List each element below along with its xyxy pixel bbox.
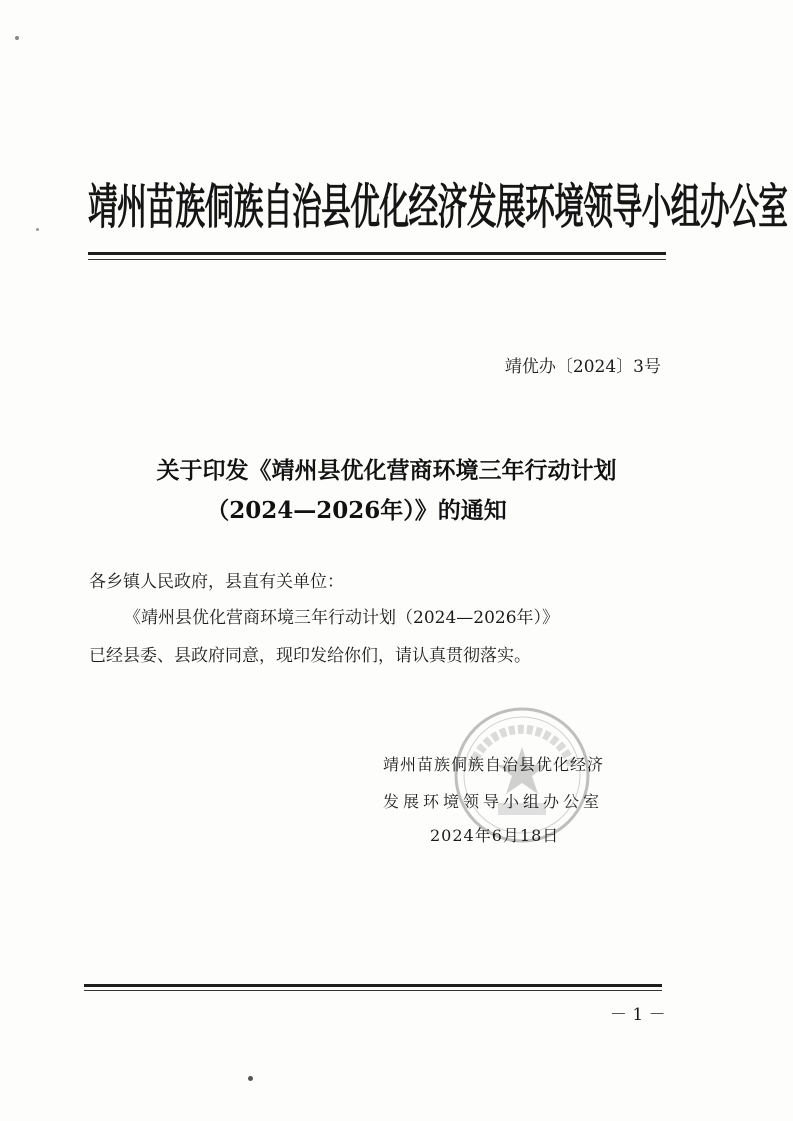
agency-header: 靖州苗族侗族自治县优化经济发展环境领导小组办公室: [88, 179, 788, 235]
document-number: 靖优办〔2024〕3号: [504, 357, 661, 377]
body-text-line2: 已经县委、县政府同意，现印发给你们，请认真贯彻落实。: [89, 646, 531, 666]
salutation: 各乡镇人民政府，县直有关单位：: [89, 572, 344, 592]
header-rule-thin: [88, 259, 666, 260]
document-title-line2: （2024—2026年）》的通知: [206, 497, 507, 524]
footer-rule-thick: [84, 984, 662, 987]
scan-speck: [36, 228, 39, 231]
footer-rule-thin: [84, 990, 662, 991]
signature-line1: 靖州苗族侗族自治县优化经济: [383, 755, 605, 774]
signature-date: 2024年6月18日: [430, 826, 560, 845]
document-title-line1: 关于印发《靖州县优化营商环境三年行动计划: [156, 457, 617, 484]
page-number: － 1 －: [610, 1005, 666, 1025]
body-text-line1: 《靖州县优化营商环境三年行动计划（2024—2026年）》: [124, 608, 560, 628]
header-rule-thick: [88, 252, 666, 255]
scan-speck: [15, 36, 19, 40]
signature-line2: 发展环境领导小组办公室: [383, 792, 604, 811]
scan-speck: [248, 1076, 253, 1081]
